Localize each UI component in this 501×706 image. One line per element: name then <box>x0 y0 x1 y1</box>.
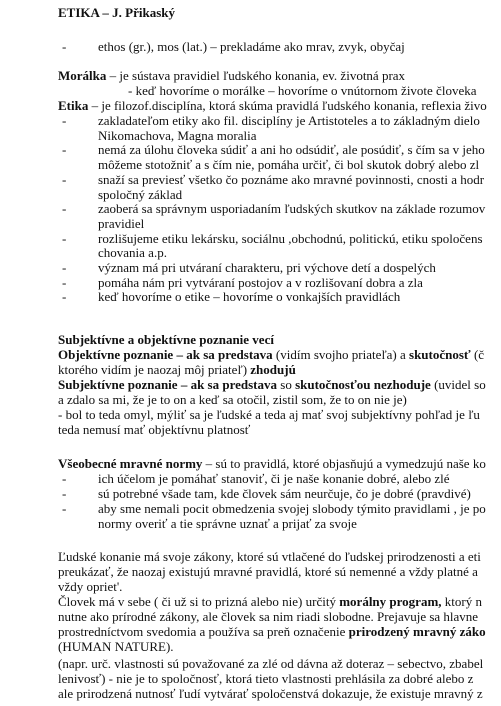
normy-definition <box>58 457 486 472</box>
closing-p2-line-3 <box>58 625 486 640</box>
subjective-term: Subjektívne poznanie <box>58 377 178 392</box>
closing-p2-line-2: nutne ako prírodné zákony, ale človek sa nim riadi slobodne. Prejavuje sa hlavne <box>58 609 479 624</box>
etika-definition <box>58 99 487 114</box>
objective-line-1 <box>58 348 484 363</box>
subjective-text: so <box>277 377 296 392</box>
list-item-line: aby sme nemali pocit obmedzenia svojej slobody týmito pravidlami , je po <box>98 501 486 516</box>
list-item-line: sú potrebné všade tam, kde človek sám neurčuje, čo je dobré (pravdivé) <box>98 486 471 501</box>
list-bullet: - <box>62 501 67 516</box>
list-bullet: - <box>62 142 67 158</box>
list-bullet: - <box>62 201 67 217</box>
closing-text: ktorý n <box>441 594 482 609</box>
list-bullet: - <box>62 230 67 246</box>
objective-line-2 <box>58 363 296 378</box>
list-bullet: - <box>62 486 67 501</box>
list-bullet: - <box>62 289 67 305</box>
list-item-line: zakladateľom etiky ako fil. disciplíny je Artistoteles a to základným dielo <box>98 113 480 128</box>
etika-term: Etika <box>58 98 89 113</box>
closing-p3-line-2: lenivosť) - nie je to spoločnosť, ktorá tieto vlastnosti prehlásila za dobré alebo z <box>58 671 474 686</box>
list-item-line: keď hovoríme o etike – hovoríme o vonkajších pravidlách <box>98 289 401 305</box>
list-bullet: - <box>62 113 67 128</box>
closing-p2-line-4: (HUMAN NATURE). <box>58 639 174 654</box>
moralka-definition <box>58 69 405 84</box>
subjective-line-4: teda nemusí mať objektívnu platnosť <box>58 422 251 437</box>
normy-def: – sú to pravidlá, ktoré objasňujú a vymedzujú naše ko <box>202 456 486 471</box>
list-item-line: ich účelom je pomáhať stanoviť, či je naše konanie dobré, alebo zlé <box>98 471 450 486</box>
list-bullet: - <box>62 471 67 486</box>
document-title: ETIKA – J. Přikaský <box>58 5 176 20</box>
list-bullet: - <box>62 260 67 275</box>
subjective-text: (uvidel so <box>430 377 486 392</box>
closing-text: Človek má v sebe ( či už si to prizná alebo nie) určitý <box>58 594 340 609</box>
subjective-text: – ak sa <box>177 377 223 392</box>
objective-text: ktorého vidím je naozaj môj priateľ) <box>58 362 251 377</box>
list-item-line: rozlišujeme etiku lekársku, sociálnu ,obchodnú, politickú, etiku spoločens <box>98 230 483 246</box>
objective-predstava: predstava <box>218 347 273 362</box>
moralka-term: Morálka <box>58 68 107 83</box>
intro-list-item: ethos (gr.), mos (lat.) – prekladáme ako mrav, zvyk, obyčaj <box>98 39 405 54</box>
natural-law-term: prirodzený mravný záko <box>348 624 486 639</box>
list-item-line: Nikomachova, Magna moralia <box>98 127 257 143</box>
closing-p2-line-1 <box>58 595 482 610</box>
closing-p3-line-1: (napr. urč. vlastnosti sú považované za zlé od dávna až doteraz – sebectvo, zbabel <box>58 656 484 671</box>
moralka-subnote: - keď hovoríme o morálke – hovoríme o vnútornom živote človeka <box>128 83 477 98</box>
subjective-line-3: - bol to teda omyl, mýliť sa je ľudské a teda aj mať svoj subjektívny pohľad je ľu <box>58 407 480 422</box>
closing-p1-line-2: preukázať, že naozaj existujú mravné pravidlá, ktoré sú nemenné a vždy platné a <box>58 564 478 579</box>
subjective-line-1 <box>58 378 486 393</box>
etika-def: – je filozof.disciplína, ktorá skúma pravidlá ľudského konania, reflexia živo <box>88 98 487 113</box>
list-item-line: môžeme stotožniť a s čím nie, pomáha určiť, či bol skutok dobrý alebo zl <box>98 157 480 173</box>
closing-p1-line-3: vždy opriet'. <box>58 579 123 594</box>
moralka-def: – je sústava pravidiel ľudského konania, ev. životná prax <box>106 68 406 83</box>
subjective-predstava: predstava <box>222 377 278 392</box>
list-item-line: nemá za úlohu človeka súdiť a ani ho odsúdiť, ale posúdiť, s čím sa v jeho <box>98 142 485 158</box>
moral-program-term: morálny program, <box>339 594 442 609</box>
list-bullet: - <box>62 171 67 187</box>
objective-skutocnost: skutočnosť <box>409 347 471 362</box>
objective-text: (vidím svojho priateľa) a <box>272 347 410 362</box>
list-item-line: chovania a.p. <box>98 245 167 261</box>
list-item-line: význam má pri utváraní charakteru, pri výchove detí a dospelých <box>98 260 436 275</box>
list-bullet: - <box>62 274 67 290</box>
list-bullet: - <box>62 39 67 54</box>
objective-text: – ak sa <box>173 347 219 362</box>
objective-zhoduju: zhodujú <box>250 362 296 377</box>
objective-text: (č <box>470 347 485 362</box>
list-item-line: pravidiel <box>98 215 145 231</box>
objective-term: Objektívne poznanie <box>58 347 174 362</box>
list-item-line: snaží sa previesť všetko čo poznáme ako mravné povinnosti, cnosti a hodr <box>98 171 485 187</box>
list-item-line: zaoberá sa správnym usporiadaním ľudských skutkov na základe rozumov <box>98 201 486 217</box>
closing-p3-line-3: ale prirodzená nutnosť ľudí vytvárať spoločenstvá dokazuje, že existuje mravný z <box>58 686 483 701</box>
list-item-line: pomáha nám pri vytváraní postojov a v rozlišovaní dobra a zla <box>98 274 423 290</box>
list-item-line: normy overiť a tie správne uznať a prijať za svoje <box>98 516 357 531</box>
closing-p1-line-1: Ľudské konanie má svoje zákony, ktoré sú vtlačené do ľudskej prirodzenosti a eti <box>58 549 481 564</box>
subjective-line-2: a zdalo sa mi, že je to on a keď sa otočil, zistil som, že to on nie je) <box>58 392 407 407</box>
list-item-line: spoločný základ <box>98 186 183 202</box>
subjective-skutocnost: skutočnosťou nezhoduje <box>295 377 431 392</box>
normy-term: Všeobecné mravné normy <box>58 456 203 471</box>
subj-obj-heading: Subjektívne a objektívne poznanie vecí <box>58 332 274 347</box>
closing-text: prostredníctvom svedomia a používa sa preň označenie <box>58 624 349 639</box>
